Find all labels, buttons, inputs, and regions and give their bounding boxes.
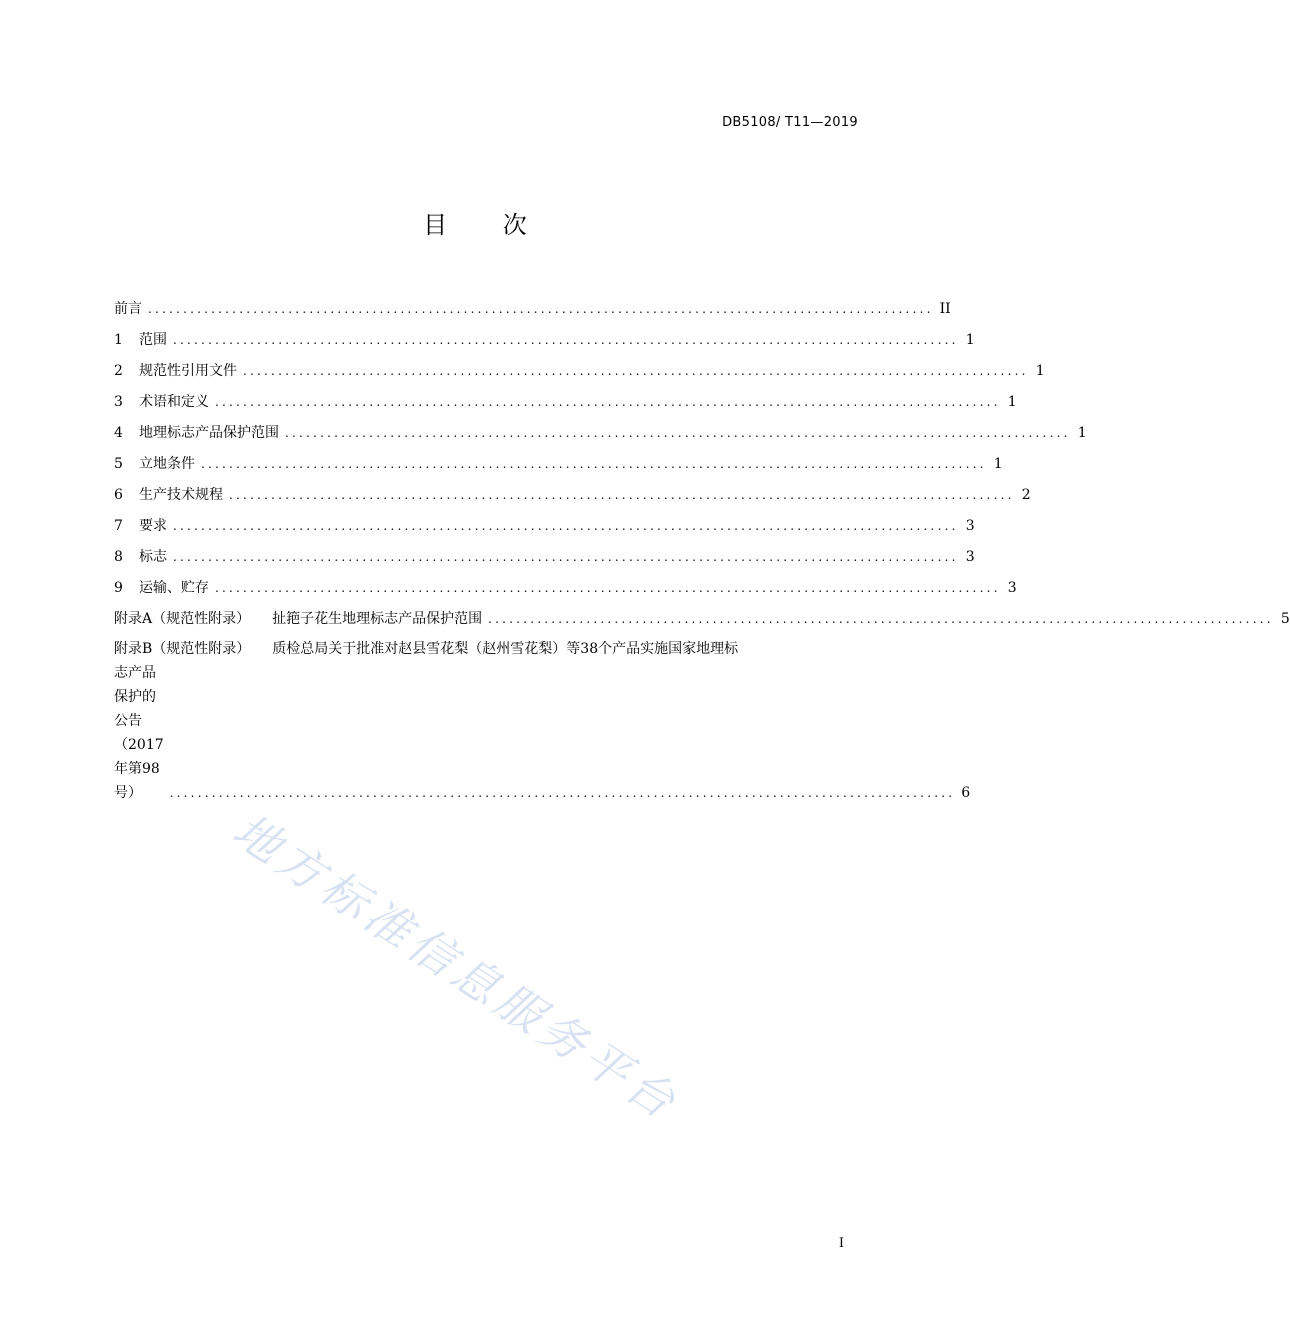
table-of-contents [114,288,1290,805]
toc-page: 1 [1077,425,1087,441]
page-title: 目 次 [423,211,551,239]
leader-dots: ................................................................................................................ [215,581,1001,595]
toc-entry[interactable] [114,443,1003,474]
leader-dots: ................................................................................................................ [148,302,934,316]
leader-dots: ................................................................................................................ [243,364,1029,378]
toc-entry[interactable] [114,350,1045,381]
leader-dots: ................................................................................................................ [169,786,956,800]
toc-page: 1 [993,456,1003,472]
toc-page: 3 [1007,580,1017,596]
toc-entry[interactable] [114,567,1017,598]
toc-label: 范围 [139,332,167,348]
toc-entry-foreword[interactable] [114,288,951,319]
toc-label: 生产技术规程 [139,487,223,503]
toc-entry[interactable] [114,381,1017,412]
toc-label: 运输、贮存 [139,580,209,596]
toc-page: II [939,301,951,317]
leader-dots: ................................................................................................................ [285,426,1071,440]
appendix-prefix: 附录A（规范性附录） [114,611,251,627]
toc-number: 4 [114,425,123,441]
toc-entry[interactable] [114,319,975,350]
page-number: I [838,1236,844,1251]
toc-page: 3 [965,518,975,534]
toc-label: 标志 [139,549,167,565]
toc-label-line1: 质检总局关于批准对赵县雪花梨（赵州雪花梨）等38个产品实施国家地理标 [272,641,739,657]
leader-dots: ................................................................................................................ [173,333,959,347]
toc-number: 3 [114,394,123,410]
toc-number: 9 [114,580,123,596]
toc-entry-appendix-b[interactable] [114,637,971,805]
toc-page: 3 [965,549,975,565]
appendix-prefix: 附录B（规范性附录） [114,641,251,657]
toc-page: 5 [1280,611,1290,627]
toc-number: 2 [114,363,123,379]
toc-label: 规范性引用文件 [139,363,237,379]
leader-dots: ................................................................................................................ [173,519,959,533]
toc-page: 6 [961,785,971,801]
leader-dots: ................................................................................................................ [488,612,1274,626]
toc-label: 地理标志产品保护范围 [139,425,279,441]
toc-label: 扯筢子花生地理标志产品保护范围 [272,611,483,627]
toc-entry[interactable] [114,412,1087,443]
toc-label: 立地条件 [139,456,195,472]
toc-entry[interactable] [114,505,975,536]
toc-page: 1 [1035,363,1045,379]
toc-entry[interactable] [114,536,975,567]
toc-label: 前言 [114,301,142,317]
toc-number: 7 [114,518,123,534]
toc-number: 1 [114,332,123,348]
toc-label: 术语和定义 [139,394,209,410]
leader-dots: ................................................................................................................ [173,550,959,564]
toc-label: 要求 [139,518,167,534]
leader-dots: ................................................................................................................ [215,395,1001,409]
document-code: DB5108/ T11—2019 [722,115,858,130]
toc-entry[interactable] [114,474,1031,505]
toc-entry-appendix-a[interactable] [114,598,1290,629]
toc-label-line2: 志产品保护的公告（2017年第98号） [114,665,164,801]
toc-page: 1 [1007,394,1017,410]
leader-dots: ................................................................................................................ [201,457,987,471]
toc-number: 8 [114,549,123,565]
toc-number: 5 [114,456,123,472]
toc-page: 2 [1021,487,1031,503]
toc-page: 1 [965,332,975,348]
leader-dots: ................................................................................................................ [229,488,1015,502]
toc-number: 6 [114,487,123,503]
watermark: 地方标准信息服务平台 [223,802,690,1132]
